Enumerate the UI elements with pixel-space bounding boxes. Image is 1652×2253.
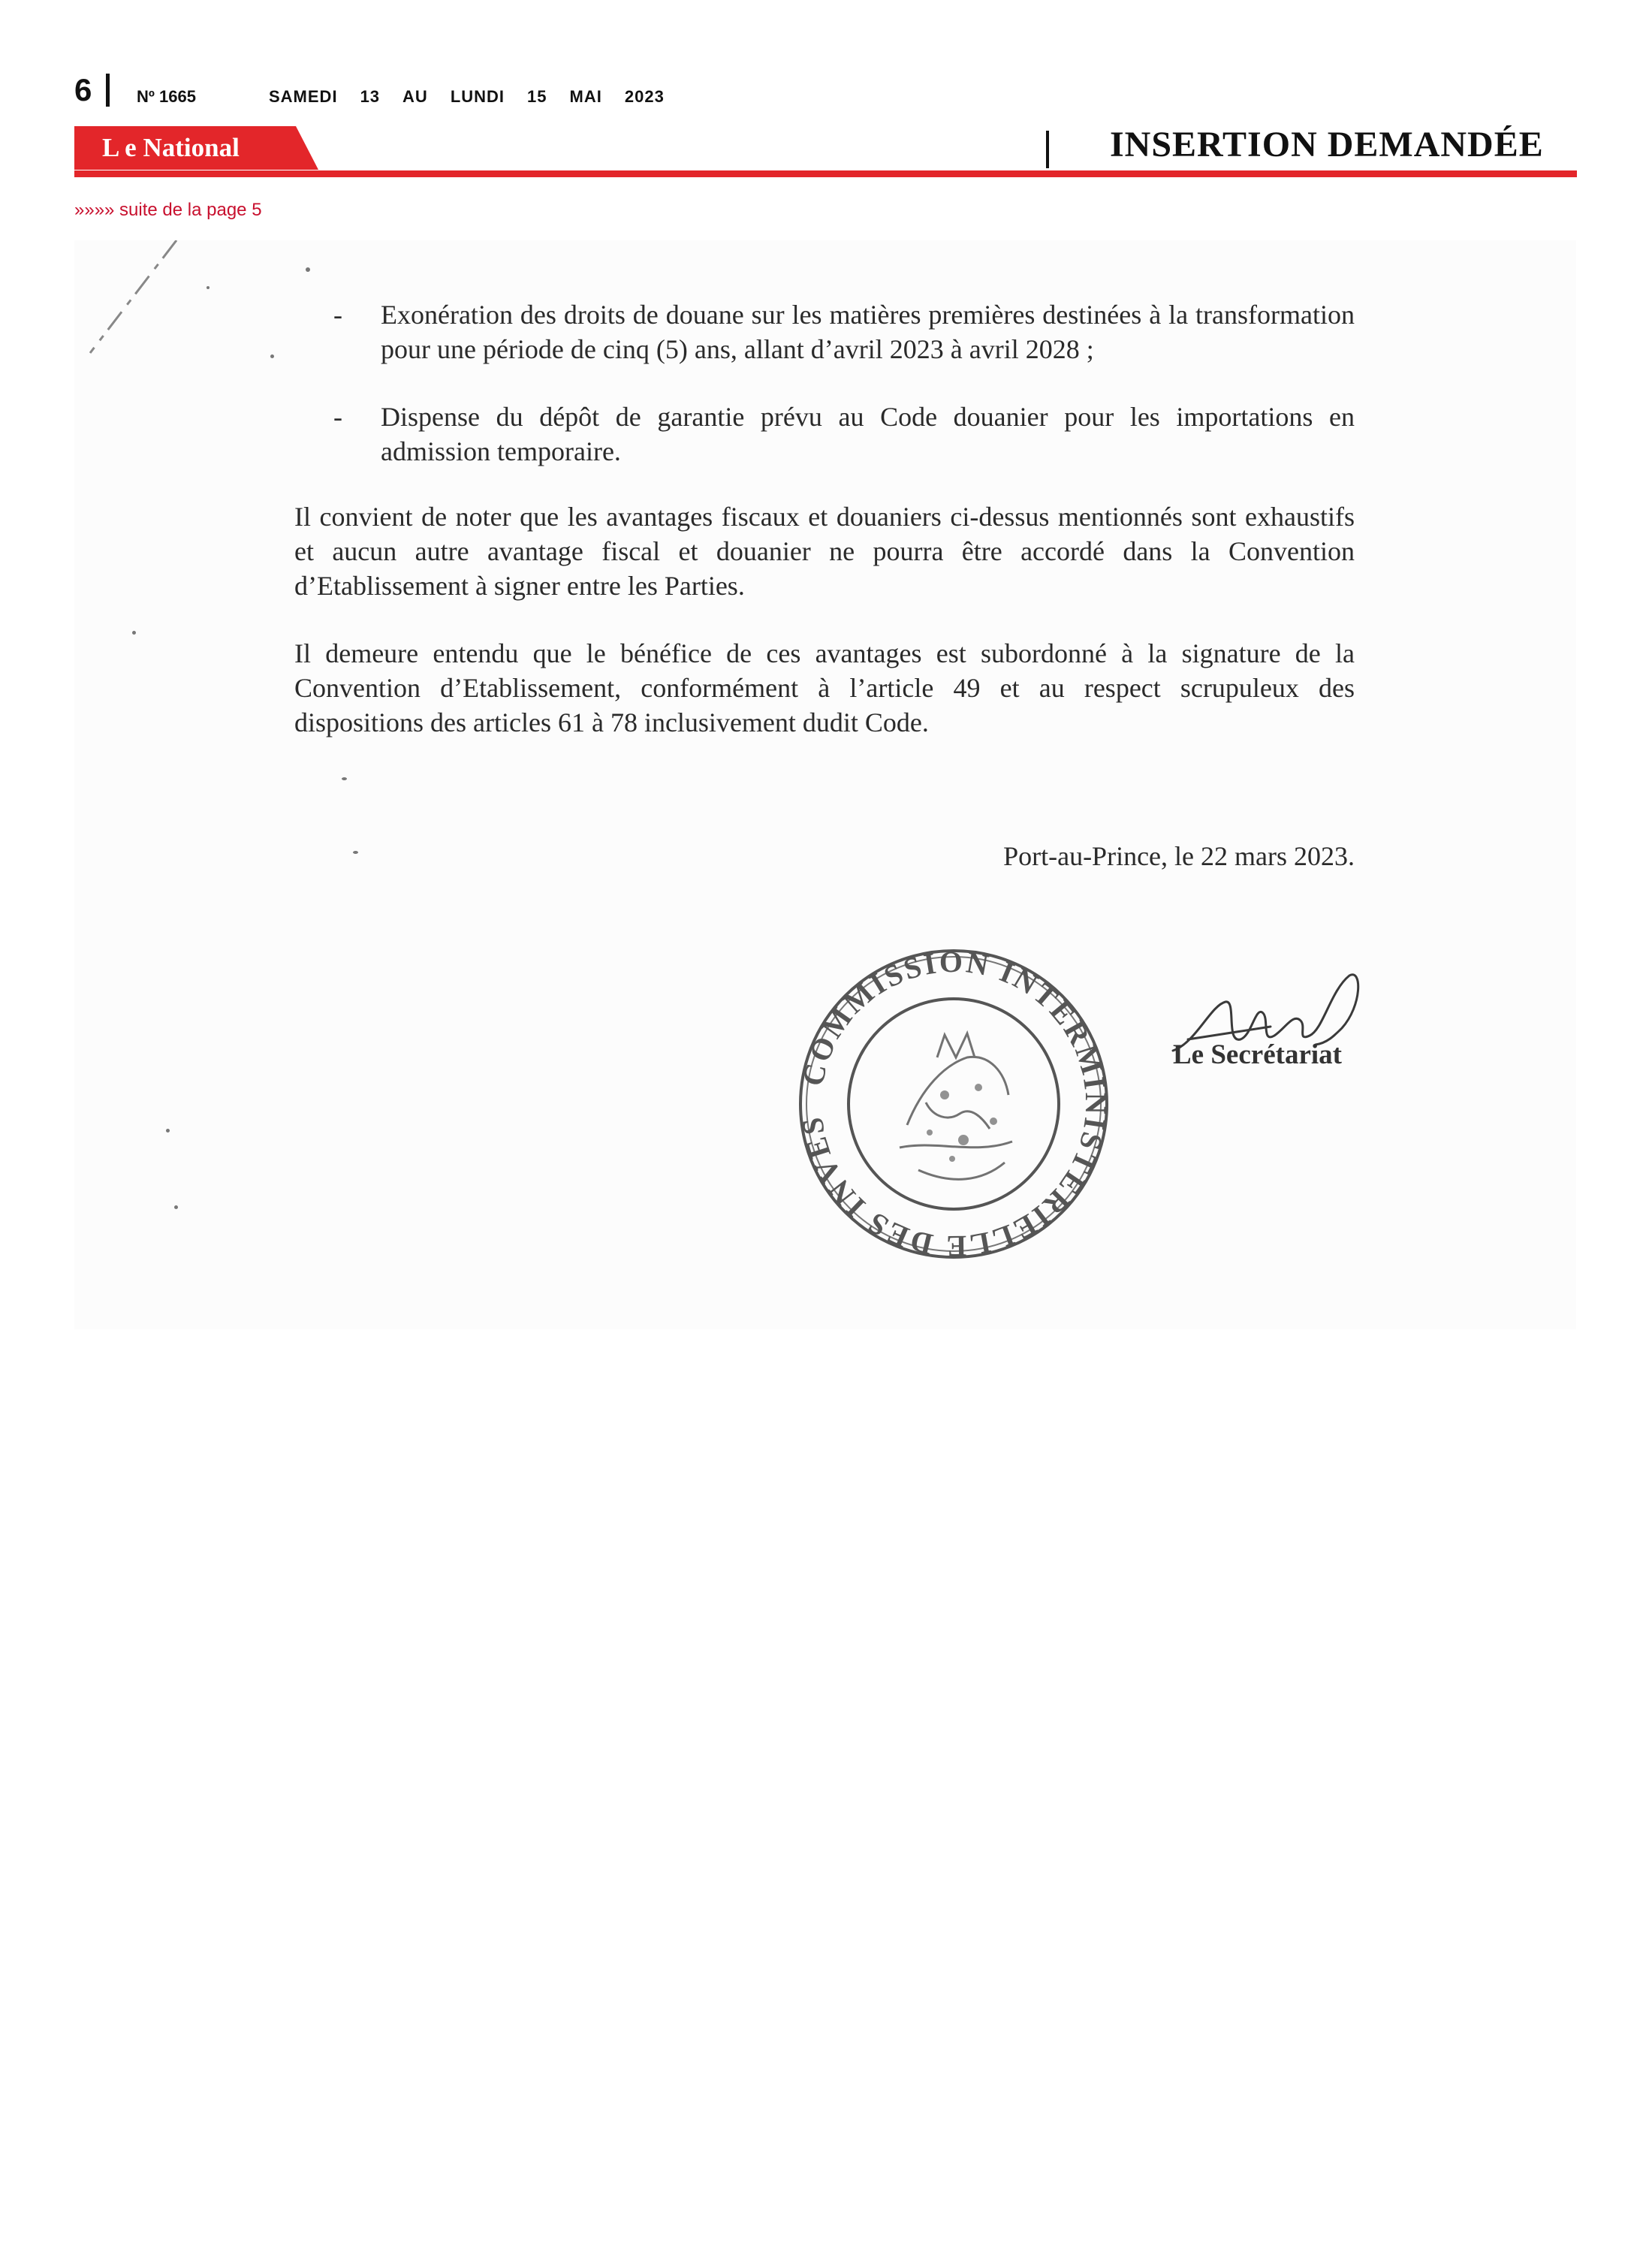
brand-tab	[74, 126, 318, 170]
brand-name: L e National	[102, 133, 240, 162]
continued-note: »»»» suite de la page 5	[74, 200, 262, 220]
bullet-item: Dispense du dépôt de garantie prévu au Code douanier pour les importations en admission temporaire.	[381, 402, 1355, 466]
section-divider	[1046, 131, 1049, 168]
official-stamp	[794, 945, 1113, 1263]
place-date: Port-au-Prince, le 22 mars 2023.	[1003, 841, 1355, 871]
paragraph: Il demeure entendu que le bénéfice de ces avantages est subordonné à la signature de la Convention d’Etablissement, conformément à l’article 49 et au respect scrupuleux des dispositions des articles 61 à 78 inclusivement dudit Code.	[294, 638, 1355, 737]
date-word: SAMEDI	[269, 87, 338, 106]
scan-mark	[83, 240, 278, 376]
date-word: MAI	[569, 87, 602, 106]
section-title: INSERTION DEMANDÉE	[1110, 125, 1544, 164]
paragraph: Il convient de noter que les avantages fiscaux et douaniers ci-dessus mentionnés sont exhaustifs et aucun autre avantage fiscal et douanier ne pourra être accordé dans la Convention d’Etablissement à signer entre les Parties.	[294, 502, 1355, 601]
page-number: 6	[74, 72, 92, 107]
page-number-divider	[106, 74, 110, 107]
date-word: 13	[360, 87, 381, 106]
header-rule	[74, 170, 1577, 177]
dateline	[269, 87, 687, 107]
date-word: LUNDI	[450, 87, 505, 106]
bullet-dash: -	[333, 300, 342, 330]
issue-number: Nº 1665	[137, 87, 196, 106]
date-word: 2023	[624, 87, 665, 106]
svg-text:COMMISSION INTERMINISTERIELLE: COMMISSION INTERMINISTERIELLE DES INVES	[794, 945, 1113, 1263]
date-word: 15	[527, 87, 547, 106]
bullet-dash: -	[333, 402, 342, 432]
date-word: AU	[402, 87, 428, 106]
bullet-item: Exonération des droits de douane sur les matières premières destinées à la transformation pour une période de cinq (5) ans, allant d’avril 2023 à avril 2028 ;	[381, 300, 1355, 364]
signatory: Le Secrétariat	[1173, 1039, 1342, 1070]
